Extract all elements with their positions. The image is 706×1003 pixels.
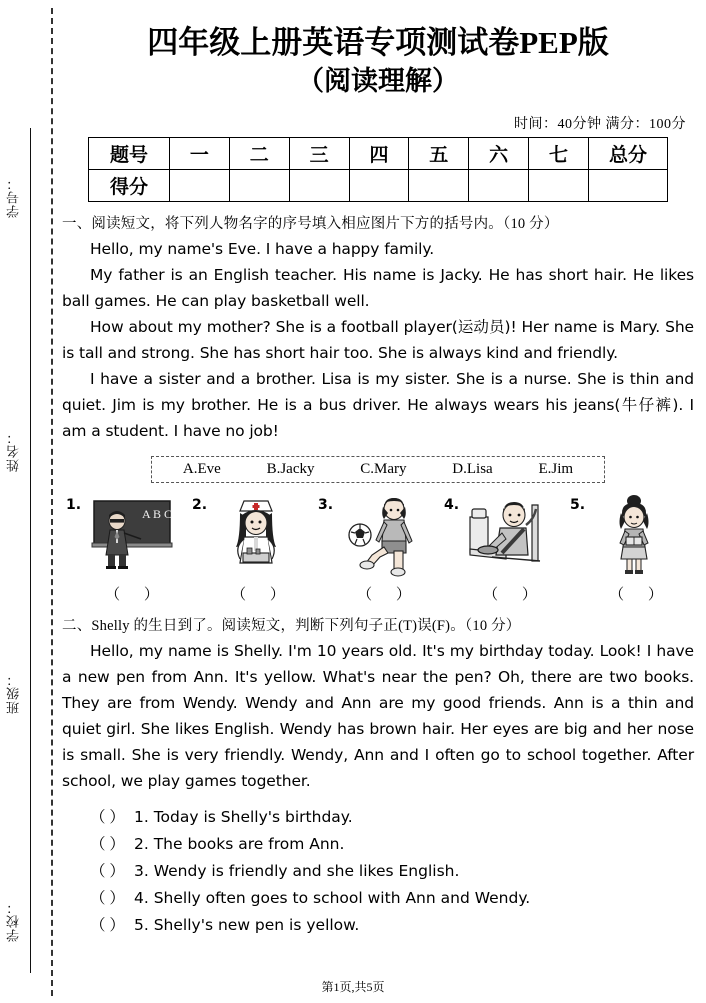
- score-table-col-6: 六: [469, 138, 529, 170]
- list-item: [90, 885, 694, 912]
- list-item: [90, 804, 694, 831]
- picture-item-5: [570, 495, 688, 604]
- picture-item-3: [318, 495, 436, 604]
- teacher-at-blackboard-icon: [84, 495, 176, 577]
- option-e[interactable]: [538, 461, 573, 478]
- option-d-name: Lisa: [466, 461, 493, 478]
- picture-number-3: 3.: [318, 497, 334, 514]
- option-c-letter: C.: [360, 461, 375, 478]
- seal-label-name: 姓名：: [6, 430, 21, 472]
- section-1-passage: [62, 236, 694, 444]
- score-cell-total[interactable]: [589, 170, 668, 202]
- score-cell-4[interactable]: [349, 170, 409, 202]
- option-b-letter: B.: [266, 461, 281, 478]
- option-e-letter: E.: [538, 461, 552, 478]
- picture-item-1: [66, 495, 184, 604]
- seal-dashed-line: [51, 8, 53, 996]
- score-table-total-label: 总分: [589, 138, 668, 170]
- score-table-row-label-2: 得分: [89, 170, 170, 202]
- answer-blank-3[interactable]: （ ）: [357, 587, 421, 604]
- passage-paragraph: I have a sister and a brother. Lisa is my sister. She is a nurse. She is thin and quiet. Jim is my brother. He is a bus driver. He always wears his jeans(牛仔裤). I am a student. I have no job!: [62, 370, 694, 441]
- tf-statement-4: 4. Shelly often goes to school with Ann and Wendy.: [134, 889, 531, 908]
- passage-paragraph: Hello, my name is Shelly. I'm 10 years old. It's my birthday today. Look! I have a new pen from Ann. It's yellow. What's near the pen? Oh, there are two books. They are from Wendy. Wendy and Ann are my good friends. Ann is a thin and quiet girl. She likes English. Wendy has brown hair. Her eyes are big and her nose is small. She is very friendly. Wendy, Ann and I often go to school together. After school, we play games together.: [62, 642, 694, 791]
- option-c[interactable]: [360, 461, 406, 478]
- picture-answer-row: [62, 495, 694, 604]
- picture-number-1: 1.: [66, 497, 82, 514]
- option-a-letter: A.: [182, 461, 198, 478]
- section-2-passage: [62, 638, 694, 794]
- answer-blank-4[interactable]: （ ）: [483, 587, 547, 604]
- score-table-col-1: 一: [170, 138, 230, 170]
- passage-paragraph: My father is an English teacher. His name is Jacky. He has short hair. He likes ball games. He can play basketball well.: [62, 266, 694, 311]
- picture-number-5: 5.: [570, 497, 586, 514]
- answer-blank-2[interactable]: （ ）: [231, 587, 295, 604]
- seal-label-school: 学校：: [6, 900, 21, 942]
- list-item: [90, 858, 694, 885]
- bus-driver-icon: [462, 495, 554, 577]
- score-table-col-4: 四: [349, 138, 409, 170]
- picture-number-2: 2.: [192, 497, 208, 514]
- page-footer: 第1页,共5页: [321, 980, 385, 994]
- tf-statement-5: 5. Shelly's new pen is yellow.: [134, 916, 360, 935]
- page-title: 四年级上册英语专项测试卷PEP版: [147, 25, 609, 60]
- table-row-header: [89, 138, 668, 170]
- tf-answer-blank-5[interactable]: （ ）: [90, 917, 125, 935]
- passage-paragraph: Hello, my name's Eve. I have a happy family.: [90, 240, 435, 259]
- seal-label-class: 班级：: [6, 672, 21, 714]
- option-b-name: Jacky: [280, 461, 315, 478]
- option-c-name: Mary: [374, 461, 407, 478]
- score-cell-1[interactable]: [170, 170, 230, 202]
- tf-statement-1: 1. Today is Shelly's birthday.: [134, 808, 353, 827]
- seal-label-student-number: 学号：: [6, 176, 21, 218]
- tf-answer-blank-4[interactable]: （ ）: [90, 890, 125, 908]
- option-e-name: Jim: [551, 461, 574, 478]
- seal-solid-line: [30, 128, 31, 973]
- score-table-col-7: 七: [529, 138, 589, 170]
- picture-item-4: [444, 495, 562, 604]
- picture-number-4: 4.: [444, 497, 460, 514]
- answer-blank-1[interactable]: （ ）: [105, 587, 169, 604]
- student-girl-icon: [588, 495, 680, 577]
- answer-blank-5[interactable]: （ ）: [609, 587, 673, 604]
- score-table-col-2: 二: [229, 138, 289, 170]
- tf-statement-2: 2. The books are from Ann.: [134, 835, 345, 854]
- option-d-letter: D.: [452, 461, 467, 478]
- score-table-col-5: 五: [409, 138, 469, 170]
- football-player-icon: [336, 495, 428, 577]
- tf-answer-blank-1[interactable]: （ ）: [90, 809, 125, 827]
- option-b[interactable]: [267, 461, 315, 478]
- passage-paragraph: How about my mother? She is a football player(运动员)! Her name is Mary. She is tall and strong. She has short hair too. She is always kind and friendly.: [62, 318, 694, 363]
- exam-content: [62, 0, 694, 1003]
- section-2-heading: 二、Shelly 的生日到了。阅读短文，判断下列句子正(T)误(F)。（10 分）: [62, 618, 521, 635]
- option-d[interactable]: [452, 461, 492, 478]
- score-table-row-label-1: 题号: [89, 138, 170, 170]
- nurse-icon: [210, 495, 302, 577]
- picture-item-2: [192, 495, 310, 604]
- option-a-name: Eve: [197, 461, 221, 478]
- table-row-scores: [89, 170, 668, 202]
- list-item: [90, 912, 694, 939]
- score-cell-3[interactable]: [289, 170, 349, 202]
- score-cell-5[interactable]: [409, 170, 469, 202]
- score-cell-6[interactable]: [469, 170, 529, 202]
- tf-statement-3: 3. Wendy is friendly and she likes English.: [134, 862, 460, 881]
- score-cell-7[interactable]: [529, 170, 589, 202]
- true-false-list: [62, 804, 694, 939]
- score-cell-2[interactable]: [229, 170, 289, 202]
- tf-answer-blank-3[interactable]: （ ）: [90, 863, 125, 881]
- name-options-box: [151, 456, 605, 483]
- option-a[interactable]: [183, 461, 221, 478]
- list-item: [90, 831, 694, 858]
- exam-meta: 时间：40分钟 满分：100分: [514, 117, 686, 133]
- svg-text:A B C: A B C: [142, 507, 173, 522]
- section-1-heading: 一、阅读短文，将下列人物名字的序号填入相应图片下方的括号内。（10 分）: [62, 216, 559, 233]
- score-table: [88, 137, 668, 202]
- score-table-col-3: 三: [289, 138, 349, 170]
- tf-answer-blank-2[interactable]: （ ）: [90, 836, 125, 854]
- page-subtitle: （阅读理解）: [297, 65, 459, 96]
